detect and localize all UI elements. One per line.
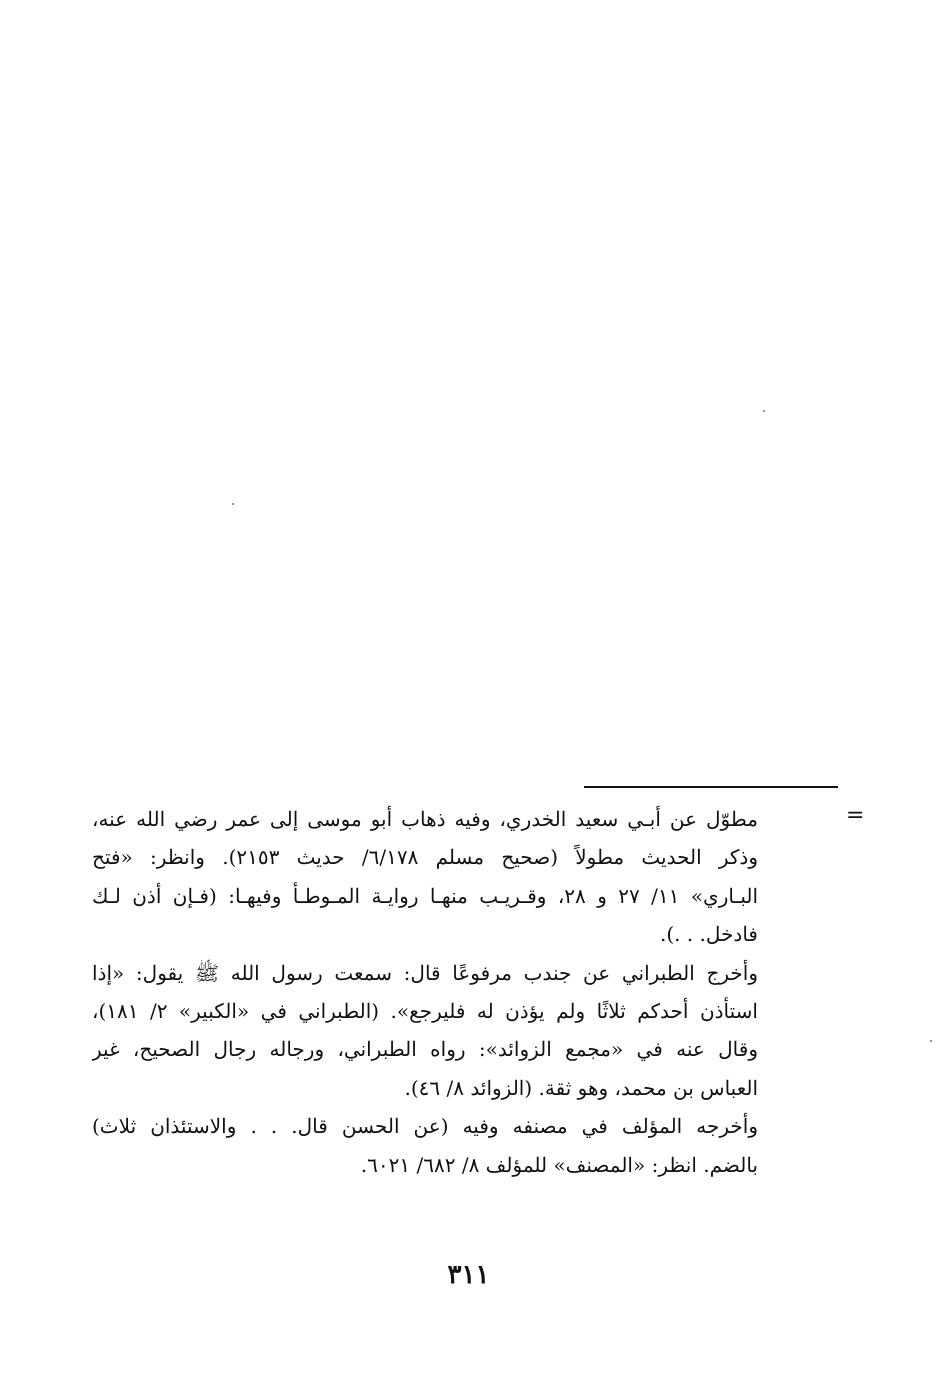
- scan-speck: [930, 1040, 932, 1042]
- footnote-line: وذكر الحديث مطولاً (صحيح مسلم ٦/١٧٨/ حديث ٢١٥٣). وانظر: «فتح: [92, 845, 758, 870]
- footnote-separator: [584, 786, 838, 788]
- footnote-line: وأخرجه المؤلف في مصنفه وفيه (عن الحسن قال. . . والاستئذان ثلاث): [92, 1114, 758, 1139]
- scan-speck: [232, 503, 234, 505]
- footnote-block: [92, 800, 758, 1184]
- footnote-line: بالضم. انظر: «المصنف» للمؤلف ٨/ ٦٨٢/ ٦٠٢١.: [360, 1152, 758, 1177]
- footnote-line: وقال عنه في «مجمع الزوائد»: رواه الطبراني، ورجاله رجال الصحيح، غير: [92, 1037, 758, 1062]
- footnote-line: وأخرج الطبراني عن جندب مرفوعًا قال: سمعت رسول الله ﷺ يقول: «إذا: [92, 960, 758, 985]
- footnote-line: استأذن أحدكم ثلاثًا ولم يؤذن له فليرجع». (الطبراني في «الكبير» ٢/ ١٨١)،: [92, 998, 758, 1023]
- footnote-line: فادخل. . .).: [659, 922, 758, 947]
- page-number: ٣١١: [447, 1260, 490, 1290]
- footnote-line: البـاري» ١١/ ٢٧ و ٢٨، وقـريـب منهـا روايـة المـوطـأ وفيهـا: (فـإن أذن لـك: [92, 883, 758, 908]
- continuation-mark: =: [846, 803, 865, 828]
- footnote-line: مطوّل عن أبـي سعيد الخدري، وفيه ذهاب أبو موسى إلى عمر رضي الله عنه،: [92, 807, 758, 831]
- scan-speck: [763, 410, 765, 412]
- footnote-line: العباس بن محمد، وهو ثقة. (الزوائد ٨/ ٤٦).: [404, 1075, 758, 1100]
